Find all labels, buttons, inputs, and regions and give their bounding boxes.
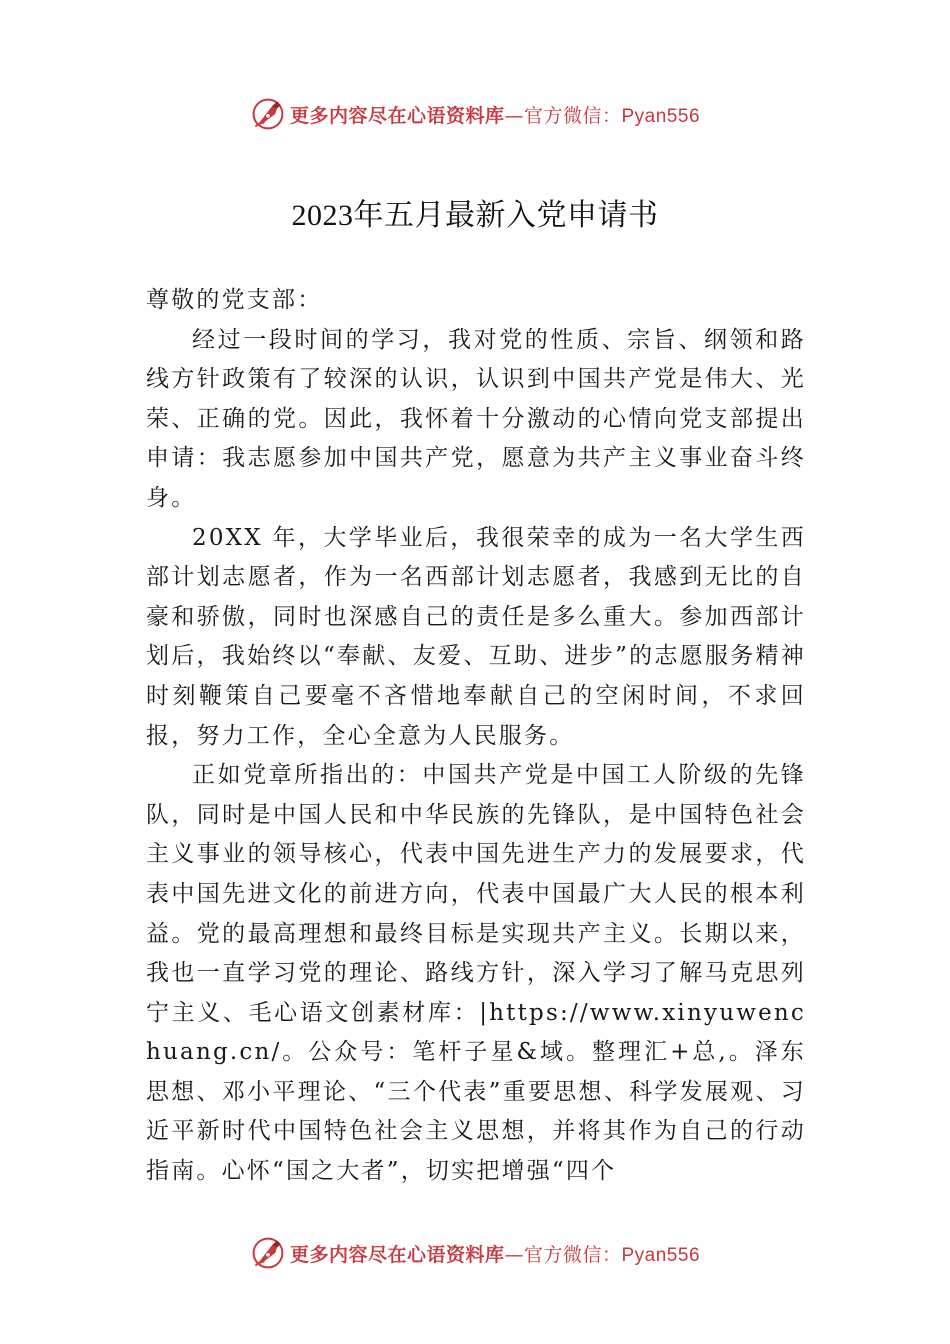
document-body xyxy=(146,281,806,1192)
banner-text xyxy=(290,101,700,128)
banner-separator: — xyxy=(504,104,524,127)
banner-brand: 更多内容尽在心语资料库 xyxy=(289,1243,505,1266)
paragraph: 20XX 年，大学毕业后，我很荣幸的成为一名大学生西部计划志愿者，作为一名西部计划志愿者，我感到无比的自豪和骄傲，同时也深感自己的责任是多么重大。参加西部计划后，我始终以“奉献、友爱、互助、进步”的志愿服务精神时刻鞭策自己要毫不吝惜地奉献自己的空闲时间，不求回报，努力工作，全心全意为人民服务。 xyxy=(146,524,806,749)
paragraph: 经过一段时间的学习，我对党的性质、宗旨、纲领和路线方针政策有了较深的认识，认识到中国共产党是伟大、光荣、正确的党。因此，我怀着十分激动的心情向党支部提出申请：我志愿参加中国共产党，愿意为共产主义事业奋斗终身。 xyxy=(146,326,806,511)
banner-handle: Pyan556 xyxy=(621,105,701,127)
pen-nib-logo-icon xyxy=(250,1235,286,1271)
document-title: 2023年五月最新入党申请书 xyxy=(291,199,659,232)
header-banner xyxy=(0,94,950,134)
salutation: 尊敬的党支部： xyxy=(146,287,323,313)
banner-suffix: 官方微信： xyxy=(523,104,622,127)
banner-separator: — xyxy=(504,1243,524,1266)
banner-brand: 更多内容尽在心语资料库 xyxy=(289,104,505,127)
paragraph: 正如党章所指出的：中国共产党是中国工人阶级的先锋队，同时是中国人民和中华民族的先锋队，是中国特色社会主义事业的领导核心，代表中国先进生产力的发展要求，代表中国先进文化的前进方向，代表中国最广大人民的根本利益。党的最高理想和最终目标是实现共产主义。长期以来，我也一直学习党的理论、路线方针，深入学习了解马克思列宁主义、毛心语文创素材库：|https://www.xinyuwenchuang.cn/。公众号：笔杆子星&域。整理汇+总,。泽东思想、邓小平理论、“三个代表”重要思想、科学发展观、习近平新时代中国特色社会主义思想，并将其作为自己的行动指南。心怀“国之大者”，切实把增强“四个 xyxy=(146,762,806,1185)
pen-nib-logo-icon xyxy=(250,96,286,132)
banner-handle: Pyan556 xyxy=(621,1244,701,1266)
banner-suffix: 官方微信： xyxy=(523,1243,622,1266)
banner-text xyxy=(290,1240,700,1267)
footer-banner xyxy=(0,1233,950,1273)
